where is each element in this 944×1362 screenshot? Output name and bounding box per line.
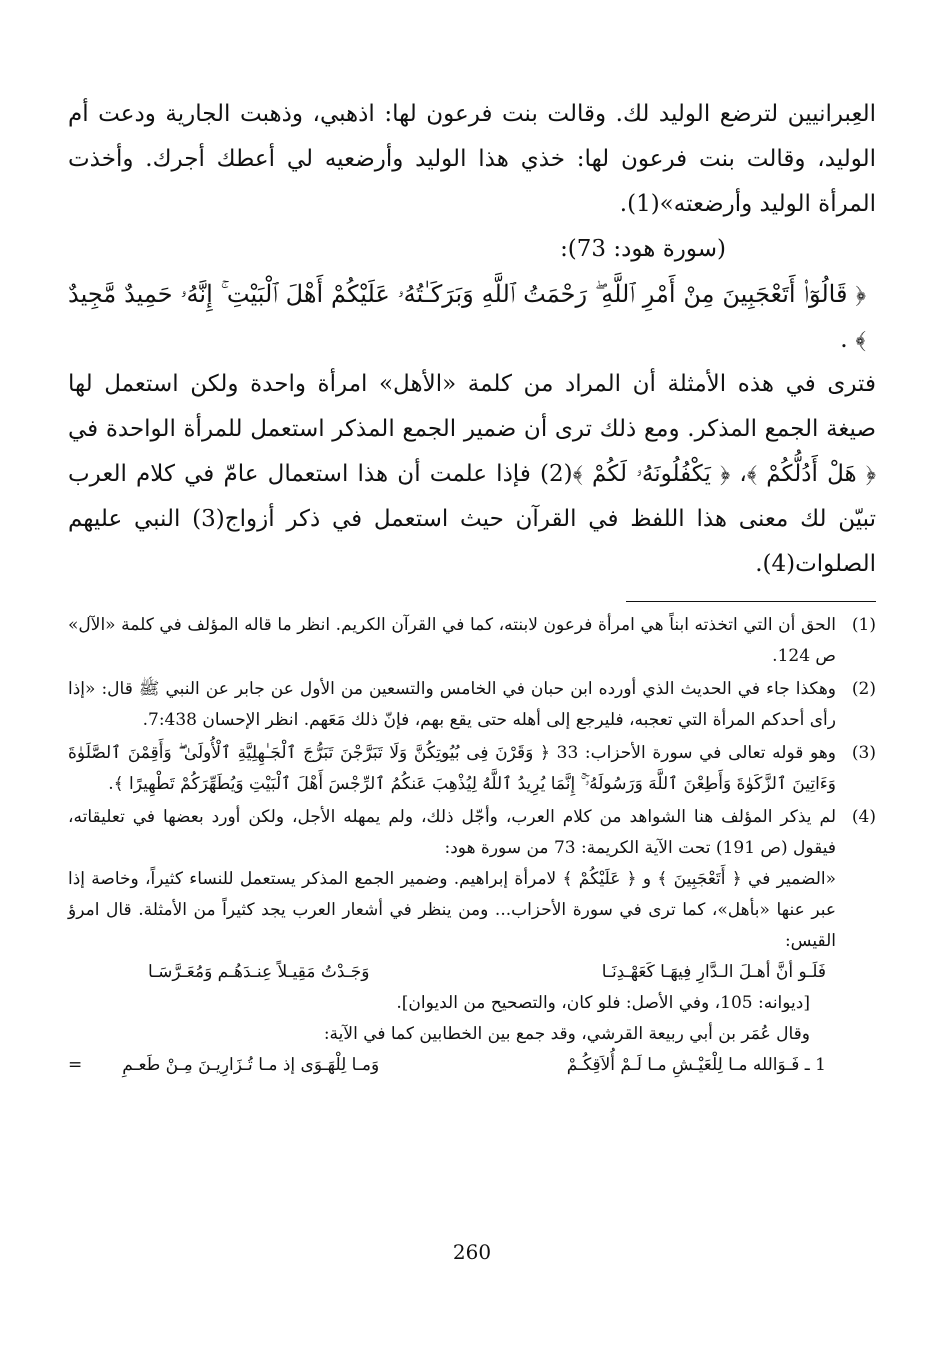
poem-intro: وقال عُمَر بن أبي ربيعة القرشي، وقد جمع بين الخطابين كما في الآية: <box>323 1024 810 1044</box>
poem-line-1 <box>68 957 836 988</box>
poem-hemistich-first: 1 ـ فَـوَالله مـا لِلْعَيْـشِ مـا لَـمْ أُلاَقِكُـمْ <box>566 1055 826 1075</box>
footnote-divider <box>626 601 876 602</box>
quran-verse: ﴿ قَالُوٓا۟ أَتَعْجَبِينَ مِنْ أَمْرِ ٱللَّهِ ۖ رَحْمَتُ ٱللَّهِ وَبَرَكَـٰتُهُۥ عَلَيْكُمْ أَهْلَ ٱلْبَيْتِ ۚ إِنَّهُۥ حَمِيدٌ مَّجِيدٌ ﴾ . <box>68 280 866 353</box>
footnotes <box>68 610 876 1081</box>
poem-hemistich-second: وَجَـدْتُ مَقِيـلاً عِنـدَهُـم وَمُعَـرَّسَـا <box>148 962 370 982</box>
main-text <box>68 92 876 587</box>
footnote-number: (3) <box>851 743 876 763</box>
footnote-text: لم يذكر المؤلف هنا الشواهد من كلام العرب، وأجّل ذلك، ولم يمهله الأجل، ولكن أورد بعضها في تعليقاته، فيقول (ص 191) تحت الآية الكريمة: 73 من سورة هود: <box>68 807 836 858</box>
footnote-text: الحق أن التي اتخذته ابناً هي امرأة فرعون لابنته، كما في القرآن الكريم. انظر ما قاله المؤلف في كلمة «الآل» ص 124. <box>68 615 836 666</box>
footnote-4 <box>68 802 876 1081</box>
continuation-mark: = <box>68 1055 83 1075</box>
footnote-text: وهو قوله تعالى في سورة الأحزاب: 33 ﴿ وَقَرْنَ فِى بُيُوتِكُنَّ وَلَا تَبَرَّجْنَ تَبَرُّجَ ٱلْجَـٰهِلِيَّةِ ٱلْأُولَىٰ ۖ وَأَقِمْنَ ٱلصَّلَوٰةَ وَءَاتِينَ ٱلزَّكَوٰةَ وَأَطِعْنَ ٱللَّهَ وَرَسُولَهُۥٓ ۚ إِنَّمَا يُرِيدُ ٱللَّهُ لِيُذْهِبَ عَنكُمُ ٱلرِّجْسَ أَهْلَ ٱلْبَيْتِ وَيُطَهِّرَكُمْ تَطْهِيرًا ﴾. <box>68 743 836 794</box>
poem-line-2 <box>82 1050 826 1081</box>
footnote-text: وهكذا جاء في الحديث الذي أورده ابن حبان في الخامس والتسعين من الأول عن جابر عن النبي ﷺ قال: «إذا رأى أحدكم المرأة التي تعجبه، فليرجع إلى أهله حتى يقع بهم، فإنّ ذلك مَعَهم. انظر الإحسان 7:438. <box>68 679 836 730</box>
footnote-2 <box>68 674 876 736</box>
page-content <box>68 92 876 1083</box>
footnote-3 <box>68 738 876 800</box>
diwan-reference: [ديوانه: 105، وفي الأصل: فلو كان، والتصحيح من الديوان]. <box>396 993 810 1013</box>
page-number: 260 <box>452 1240 492 1264</box>
footnote-number: (2) <box>851 679 876 699</box>
surah-reference: (سورة هود: 73): <box>560 236 726 262</box>
footnote-quote: «الضمير في ﴿ أَتَعْجَبِينَ ﴾ و ﴿ عَلَيْكُمْ ﴾ لامرأة إبراهيم. وضمير الجمع المذكر يستعمل للنساء كثيراً، وخاصة إذا عبر عنها «بأهل»، كما ترى في سورة الأحزاب... ومن ينظر في أشعار العرب يجد كثيراً من الأمثلة. قال امرؤ القيس: <box>68 869 836 951</box>
footnote-number: (4) <box>851 807 876 827</box>
poem-hemistich-first: فَلَـو أنَّ أهـلَ الـدَّارِ فِيهَـا كَعَهْـدِنَـا <box>601 962 826 982</box>
paragraph-1: العِبرانيين لترضع الوليد لك. وقالت بنت فرعون لها: اذهبي، وذهبت الجارية ودعت أم الوليد، وقالت بنت فرعون لها: خذي هذا الوليد وأرضعيه لي أعطك أجرك. وأخذت المرأة الوليد وأرضعته»(1). <box>68 101 876 217</box>
footnote-number: (1) <box>851 615 876 635</box>
paragraph-2: فترى في هذه الأمثلة أن المراد من كلمة «الأهل» امرأة واحدة ولكن استعمل لها صيغة الجمع المذكر. ومع ذلك ترى أن ضمير الجمع المذكر استعمل للمرأة الواحدة في ﴿ هَلْ أَدُلُّكُمْ ﴾، ﴿ يَكْفُلُونَهُۥ لَكُمْ ﴾(2) فإذا علمت أن هذا استعمال عامّ في كلام العرب تبيّن لك معنى هذا اللفظ في القرآن حيث استعمل في ذكر أزواج(3) النبي عليهم الصلوات(4). <box>68 371 877 577</box>
footnote-1 <box>68 610 876 672</box>
poem-hemistich-second: وَمـا لِلْهَـوَى إذ مـا تُـزَارِيـنَ مِـنْ طَعـمِ <box>122 1055 380 1075</box>
